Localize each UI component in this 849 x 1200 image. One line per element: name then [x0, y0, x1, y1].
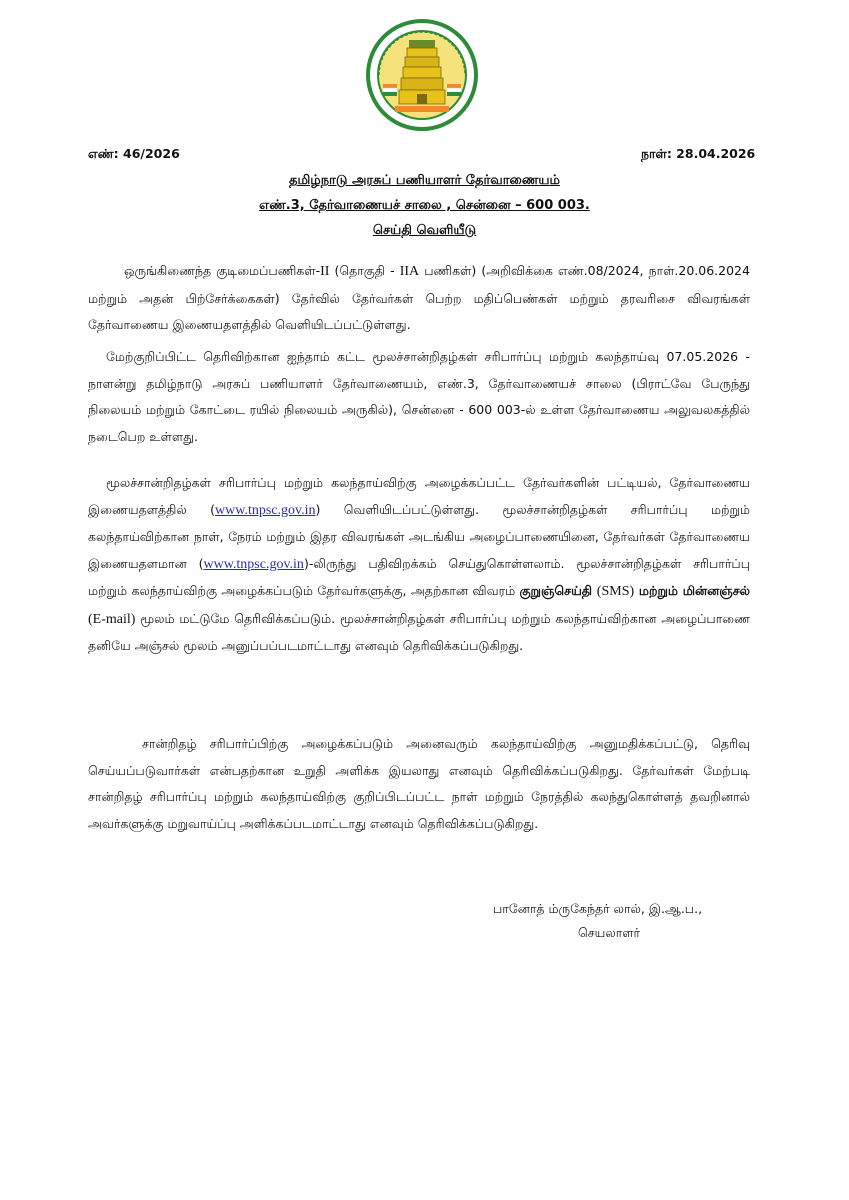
document-type-title: செய்தி வெளியீடு [372, 223, 477, 238]
signatory-name: பானோத் ம்ருகேந்தர் லால், இ.ஆ.ப., [493, 901, 703, 916]
paragraph-disclaimer: சான்றிதழ் சரிபார்ப்பிற்கு அழைக்கப்படும் அனைவரும் கலந்தாய்விற்கு அனுமதிக்கப்பட்டு, தெரிவு செய்யப்படுவார்கள் என்பதற்கான உறுதி அளிக்க இயலாது எனவும் தெரிவிக்கப்படுகிறது. தேர்வர்கள் மேற்படி சான்றிதழ் சரிபார்ப்பு மற்றும் கலந்தாய்விற்கு குறிப்பிடப்பட்ட நாள் மற்றும் நேரத்தில் கலந்துகொள்ளத் தவறினால் அவர்களுக்கு மறுவாய்ப்பு அளிக்கப்படமாட்டாது எனவும் தெரிவிக்கப்படுகிறது. [88, 736, 750, 831]
organization-address: எண்.3, தேர்வாணையச் சாலை , சென்னை – 600 003. [259, 198, 590, 213]
organization-title: தமிழ்நாடு அரசுப் பணியாளர் தேர்வாணையம் [288, 173, 560, 188]
government-emblem-icon [365, 18, 479, 132]
signatory-title: செயலாளர் [578, 925, 641, 940]
reference-number: எண்: 46/2026 [88, 146, 180, 161]
issue-date: நாள்: 28.04.2026 [641, 146, 756, 161]
paragraph-results-published: ஒருங்கிணைந்த குடிமைப்பணிகள்-II (தொகுதி - IIA பணிகள்) (அறிவிக்கை எண்.08/2024, நாள்.20.06.2024 மற்றும் அதன் பிற்சேர்க்கைகள்) தேர்வில் தேர்வர்கள் பெற்ற மதிப்பெண்கள் மற்றும் தரவரிசை விவரங்கள் தேர்வாணைய இணையதளத்தில் வெளியிடப்பட்டுள்ளது. [88, 263, 750, 332]
tnpsc-website-link-2[interactable]: www.tnpsc.gov.in [203, 556, 304, 572]
paragraph-counselling-schedule: மேற்குறிப்பிட்ட தெரிவிற்கான ஐந்தாம் கட்ட மூலச்சான்றிதழ்கள் சரிபார்ப்பு மற்றும் கலந்தாய்வு 07.05.2026 - நாளன்று தமிழ்நாடு அரசுப் பணியாளர் தேர்வாணையம், எண்.3, தேர்வாணையச் சாலை (பிராட்வே பேருந்து நிலையம் மற்றும் கோட்டை ரயில் நிலையம் அருகில்), சென்னை - 600 003-ல் உள்ள தேர்வாணைய அலுவலகத்தில் நடைபெற உள்ளது. [88, 349, 750, 444]
tnpsc-website-link[interactable]: www.tnpsc.gov.in [215, 502, 316, 518]
paragraph-call-letter-info: மூலச்சான்றிதழ்கள் சரிபார்ப்பு மற்றும் கலந்தாய்விற்கு அழைக்கப்பட்ட தேர்வர்களின் பட்டியல், தேர்வாணைய இணையதளத்தில் (www.tnpsc.gov.in) வெளியிடப்பட்டுள்ளது. மூலச்சான்றிதழ்கள் சரிபார்ப்பு மற்றும் கலந்தாய்விற்கான நாள், நேரம் மற்றும் இதர விவரங்கள் அடங்கிய அழைப்பாணையினை, தேர்வர்கள் தேர்வாணைய இணையதளமான (www.tnpsc.gov.in)-லிருந்து பதிவிறக்கம் செய்துகொள்ளலாம். மூலச்சான்றிதழ்கள் சரிபார்ப்பு மற்றும் கலந்தாய்விற்கு அழைக்கப்படும் தேர்வர்களுக்கு, அதற்கான விவரம் குறுஞ்செய்தி (SMS) மற்றும் மின்னஞ்சல் (E-mail) மூலம் மட்டுமே தெரிவிக்கப்படும். மூலச்சான்றிதழ்கள் சரிபார்ப்பு மற்றும் கலந்தாய்விற்கான அழைப்பாணை தனியே அஞ்சல் மூலம் அனுப்பப்படமாட்டாது எனவும் தெரிவிக்கப்படுகிறது. [88, 475, 751, 653]
